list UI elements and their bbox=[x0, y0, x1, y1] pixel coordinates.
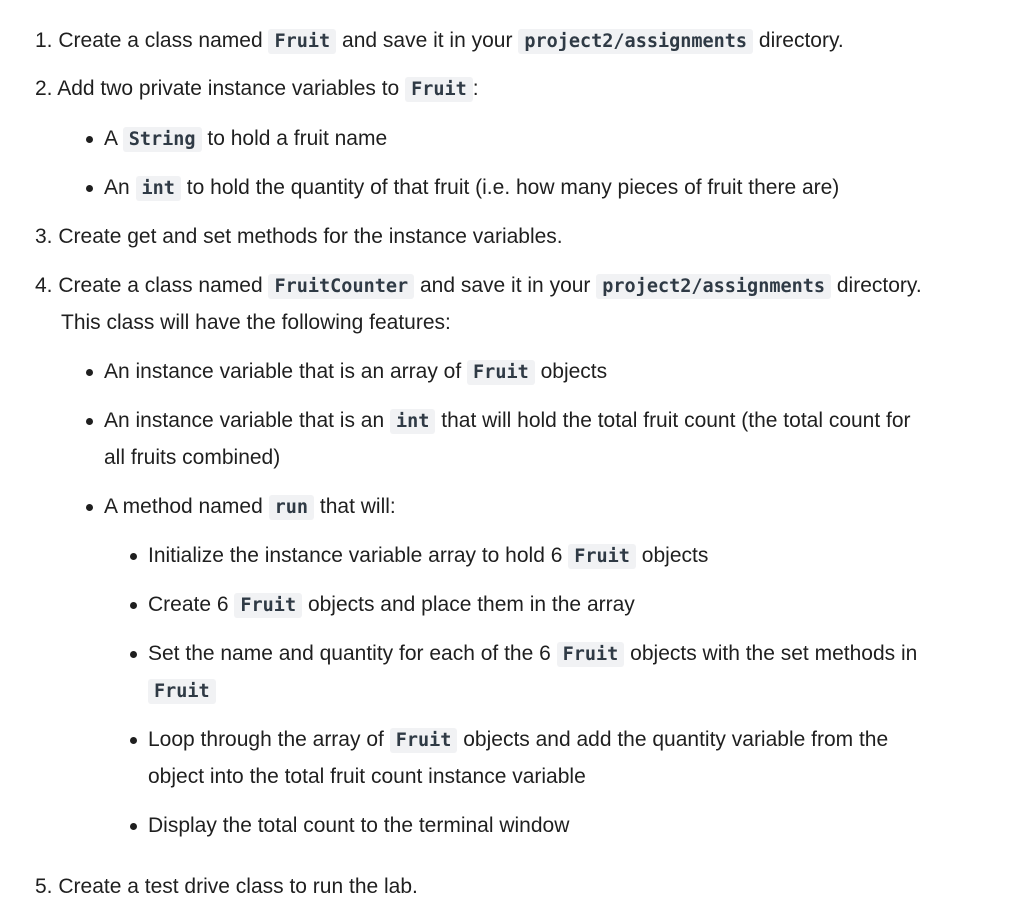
bullet-text: all fruits combined) bbox=[104, 446, 281, 469]
bullet-text: objects and add the quantity variable from the bbox=[463, 728, 889, 751]
bullet-dot bbox=[130, 823, 137, 830]
bullet-text: An instance variable that is an bbox=[104, 409, 385, 432]
step-text: directory. bbox=[758, 29, 844, 52]
code-inline: Fruit bbox=[405, 77, 473, 102]
step-number: 5. bbox=[35, 875, 53, 898]
step-2-bullet-2 bbox=[104, 174, 839, 203]
step-text: Create a test drive class to run the lab. bbox=[58, 875, 418, 898]
bullet-text: that will hold the total fruit count (the total count for bbox=[441, 409, 911, 432]
step-text: Create get and set methods for the instance variables. bbox=[58, 225, 563, 248]
code-inline: Fruit bbox=[568, 544, 636, 569]
step-text: Create a class named bbox=[58, 274, 263, 297]
code-inline: FruitCounter bbox=[268, 274, 414, 299]
bullet-text: Initialize the instance variable array to hold 6 bbox=[148, 544, 563, 567]
bullet-text: objects with the set methods in bbox=[630, 642, 918, 665]
step-2-bullet-1 bbox=[104, 125, 387, 154]
code-inline: Fruit bbox=[467, 360, 535, 385]
step-2 bbox=[35, 75, 479, 104]
bullet-text: to hold a fruit name bbox=[207, 127, 388, 150]
bullet-dot bbox=[86, 185, 93, 192]
step-text: and save it in your bbox=[342, 29, 513, 52]
step-number: 2. bbox=[35, 77, 53, 100]
run-sub-item-3-line-2 bbox=[148, 677, 216, 706]
code-inline: Fruit bbox=[148, 679, 216, 704]
code-inline: String bbox=[123, 127, 202, 152]
bullet-text: A method named bbox=[104, 495, 263, 518]
bullet-dot bbox=[86, 136, 93, 143]
bullet-text: objects bbox=[641, 544, 709, 567]
step-text: Create a class named bbox=[58, 29, 263, 52]
bullet-dot bbox=[86, 369, 93, 376]
step-4-bullet-1 bbox=[104, 358, 607, 387]
bullet-dot bbox=[130, 651, 137, 658]
code-inline: project2/assignments bbox=[518, 29, 753, 54]
step-text: Add two private instance variables to bbox=[57, 77, 400, 100]
code-inline: int bbox=[136, 176, 181, 201]
step-3 bbox=[35, 223, 563, 251]
bullet-text: Loop through the array of bbox=[148, 728, 384, 751]
step-4-bullet-2-line-2 bbox=[104, 444, 280, 472]
code-inline: project2/assignments bbox=[596, 274, 831, 299]
step-number: 4. bbox=[35, 274, 53, 297]
step-text: : bbox=[472, 77, 479, 100]
step-4-bullet-3 bbox=[104, 493, 396, 522]
step-4 bbox=[35, 272, 922, 301]
run-sub-item-5 bbox=[148, 812, 569, 840]
step-number: 3. bbox=[35, 225, 53, 248]
code-inline: int bbox=[390, 409, 435, 434]
step-5 bbox=[35, 873, 418, 901]
step-text: directory. bbox=[836, 274, 922, 297]
run-sub-item-4 bbox=[148, 726, 888, 755]
bullet-text: An instance variable that is an array of bbox=[104, 360, 462, 383]
bullet-dot bbox=[130, 602, 137, 609]
code-inline: Fruit bbox=[390, 728, 458, 753]
bullet-text: A bbox=[104, 127, 117, 150]
step-4-bullet-2 bbox=[104, 407, 911, 436]
code-inline: Fruit bbox=[557, 642, 625, 667]
step-number: 1. bbox=[35, 29, 53, 52]
step-text: and save it in your bbox=[419, 274, 591, 297]
run-sub-item-4-line-2 bbox=[148, 763, 586, 791]
bullet-dot bbox=[130, 553, 137, 560]
step-1 bbox=[35, 27, 844, 56]
bullet-text: Create 6 bbox=[148, 593, 229, 616]
bullet-text: Display the total count to the terminal window bbox=[148, 814, 570, 837]
bullet-text: that will: bbox=[319, 495, 396, 518]
run-sub-item-3 bbox=[148, 640, 917, 669]
run-sub-item-1 bbox=[148, 542, 708, 571]
run-sub-item-2 bbox=[148, 591, 635, 620]
bullet-text: An bbox=[104, 176, 130, 199]
code-inline: Fruit bbox=[268, 29, 336, 54]
code-inline: Fruit bbox=[234, 593, 302, 618]
bullet-dot bbox=[86, 504, 93, 511]
bullet-text: Set the name and quantity for each of the 6 bbox=[148, 642, 551, 665]
bullet-text: objects bbox=[540, 360, 608, 383]
bullet-dot bbox=[130, 737, 137, 744]
bullet-text: objects and place them in the array bbox=[307, 593, 635, 616]
step-text: This class will have the following features: bbox=[61, 311, 451, 334]
bullet-text: object into the total fruit count instance variable bbox=[148, 765, 586, 788]
bullet-text: to hold the quantity of that fruit (i.e. how many pieces of fruit there are) bbox=[186, 176, 840, 199]
code-inline: run bbox=[269, 495, 314, 520]
step-4-line-2 bbox=[61, 309, 451, 337]
bullet-dot bbox=[86, 418, 93, 425]
